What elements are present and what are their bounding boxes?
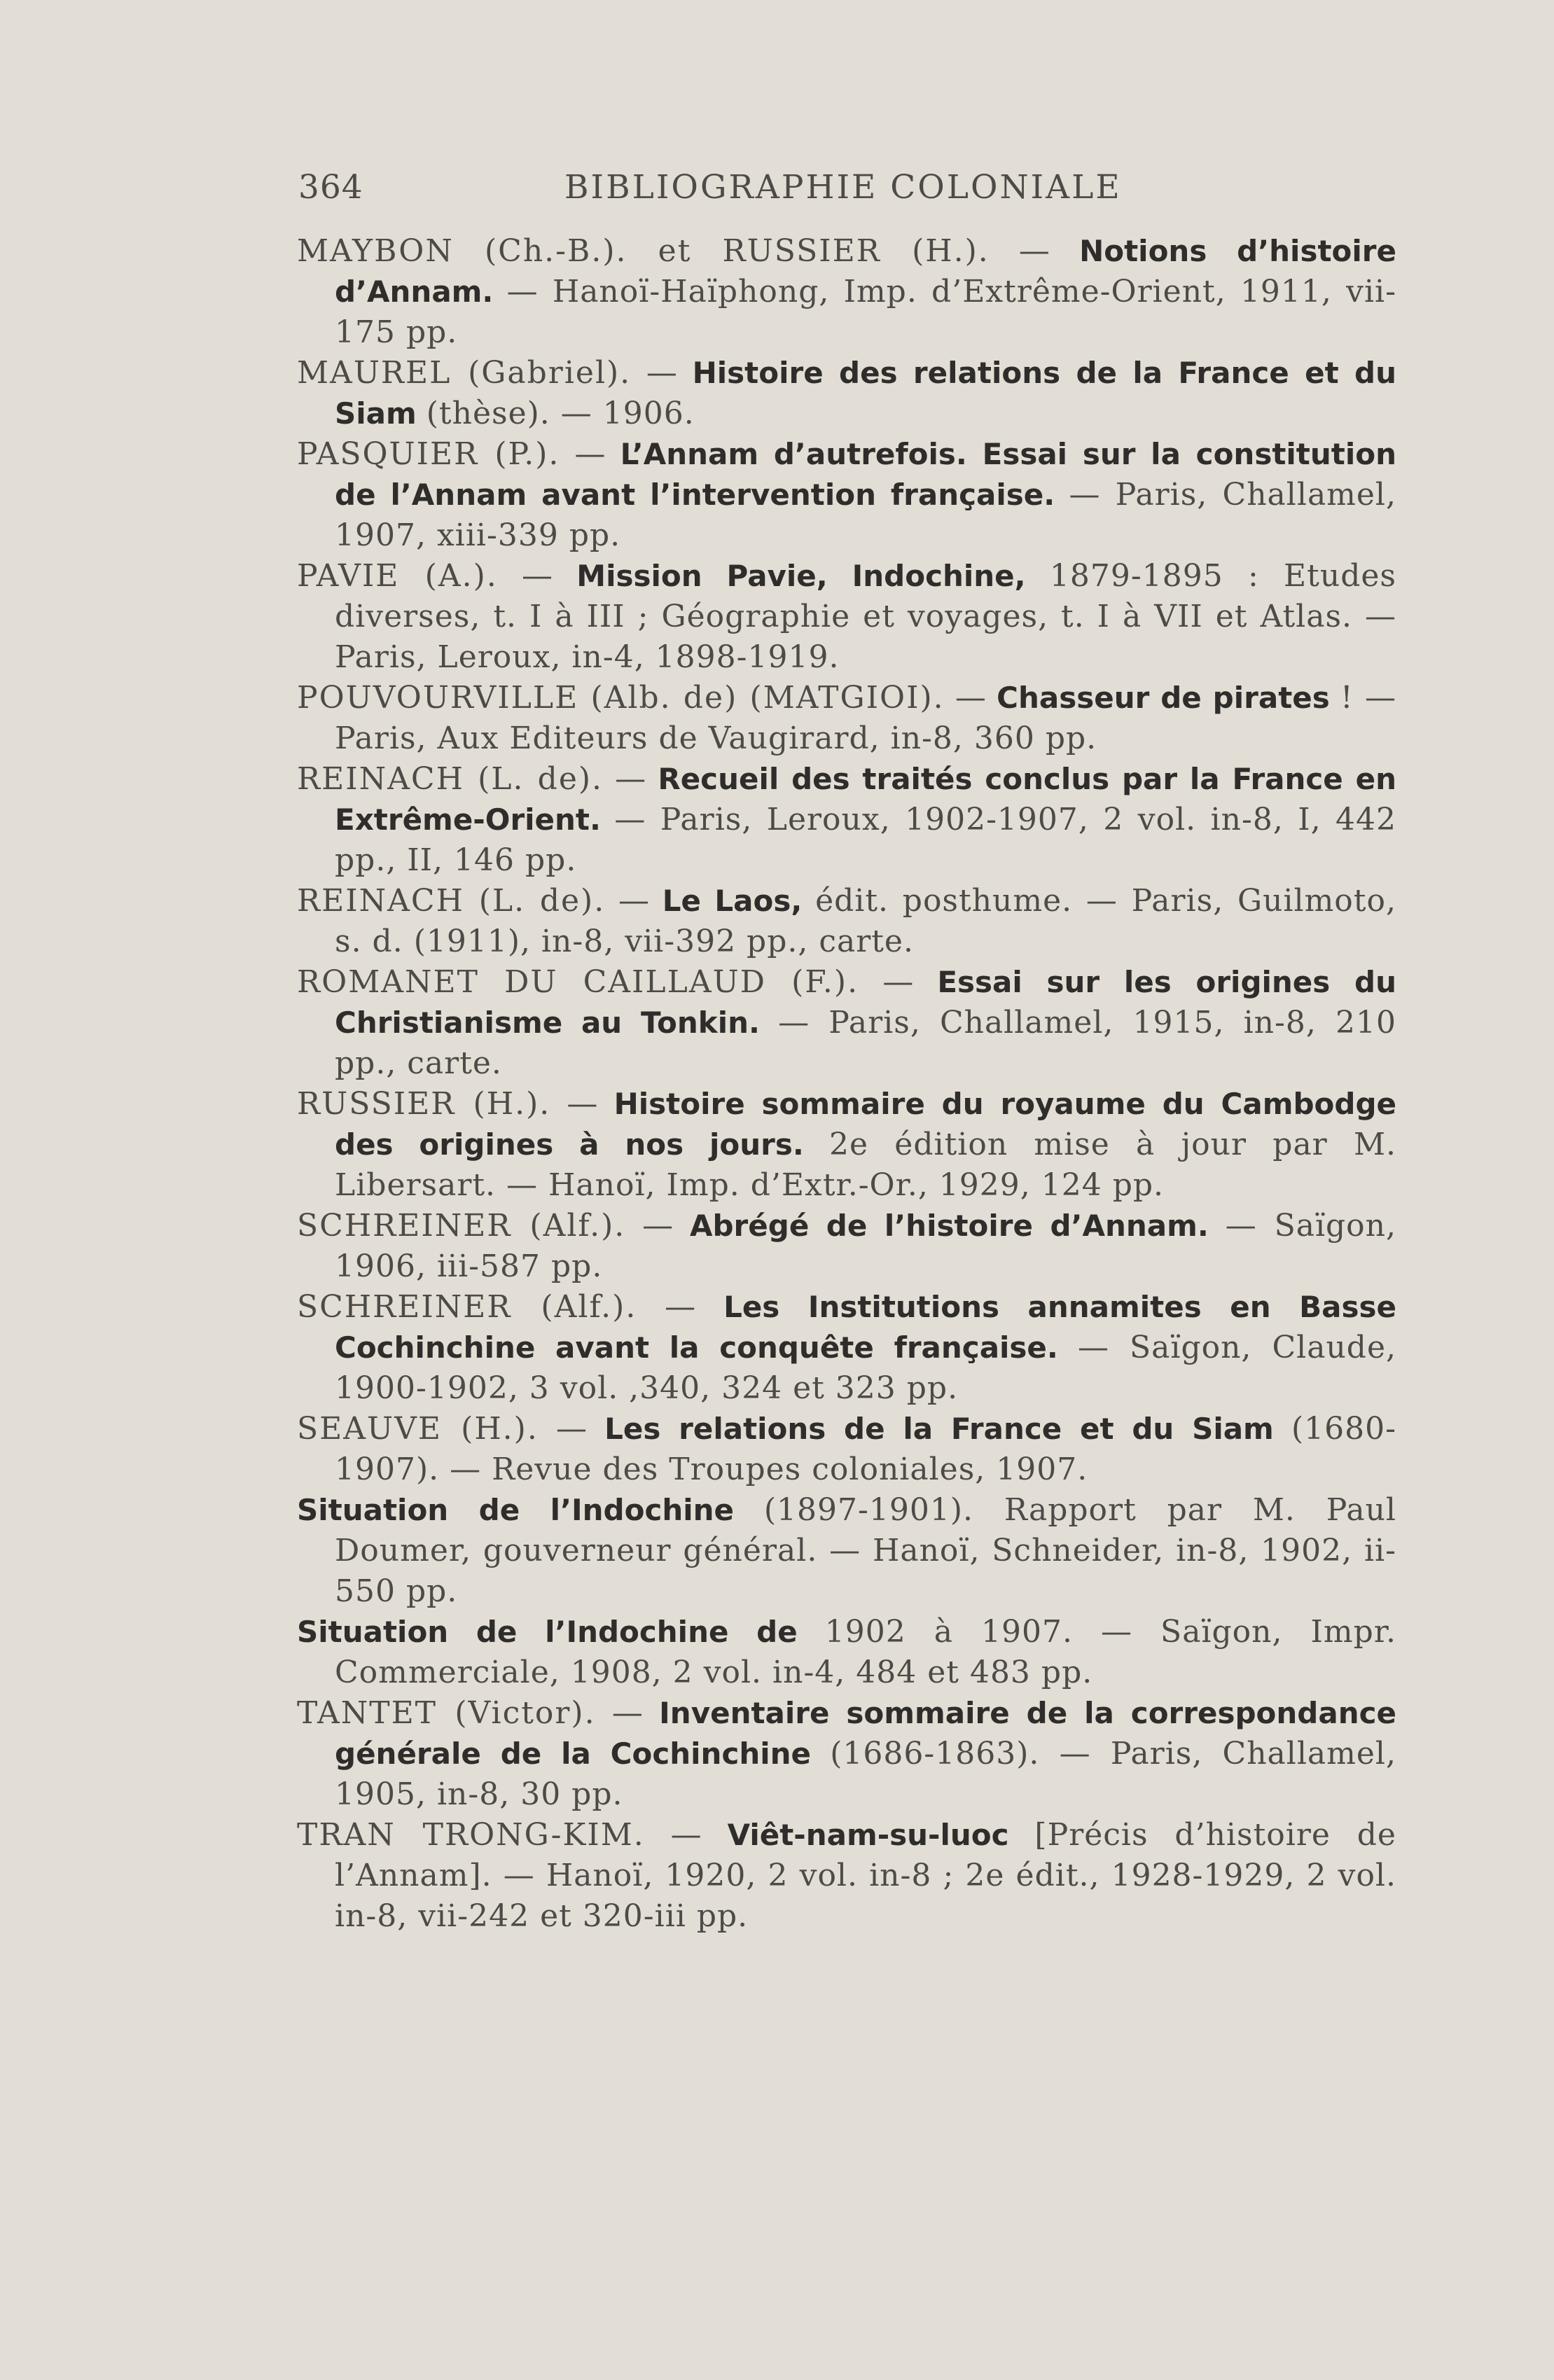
entry-title: Les Institutions annamites en Basse Cochinchine avant la conquête française. (335, 1290, 1396, 1365)
entry-imprint: — Paris, Leroux, 1902-1907, 2 vol. in-8, I, 442 pp., II, 146 pp. (335, 802, 1396, 878)
bibliography-entry (297, 1490, 1396, 1612)
entry-title: Les relations de la France et du Siam (604, 1412, 1274, 1446)
entry-author: SCHREINER (Alf.). (297, 1208, 626, 1244)
entry-title: Le Laos, (662, 884, 803, 918)
entry-author: POUVOURVILLE (Alb. de) (MATGIOI). (297, 680, 945, 716)
running-title: BIBLIOGRAPHIE COLONIALE (564, 168, 1122, 207)
bibliography-entry: REINACH (L. de). — Recueil des traités conclus par la France en Extrême-Orient. — Paris, Leroux, 1902-1907, 2 vol. in-8, I, 442 pp., II, 146 pp. (297, 761, 1396, 878)
bibliography-entry: SCHREINER (Alf.). — Les Institutions annamites en Basse Cochinchine avant la conquête française. — Saïgon, Claude, 1900-1902, 3 vol. ,340, 324 et 323 pp. (297, 1289, 1396, 1406)
entry-title: Chasseur de pirates (997, 681, 1330, 715)
entry-author: RUSSIER (H.). (297, 1086, 551, 1122)
entry-author: SEAUVE (H.). (297, 1411, 539, 1447)
bibliography-entry: PAVIE (A.). — Mission Pavie, Indochine, 1879-1895 : Etudes diverses, t. I à III ; Géographie et voyages, t. I à VII et Atlas. — Paris, Leroux, in-4, 1898-1919. (297, 558, 1396, 675)
bibliography-list (297, 231, 1396, 1937)
entry-author: TANTET (Victor). (297, 1695, 596, 1731)
bibliography-entry: SEAUVE (H.). — Les relations de la France et du Siam (1680-1907). — Revue des Troupes coloniales, 1907. (297, 1411, 1396, 1487)
entry-title: Mission Pavie, Indochine, (576, 559, 1026, 593)
entry-author: SCHREINER (Alf.). (297, 1289, 637, 1325)
bibliography-entry (297, 1612, 1396, 1693)
entry-imprint: édit. posthume. — Paris, Guilmoto, s. d. (1911), in-8, vii-392 pp., carte. (335, 883, 1396, 959)
entry-title: Viêt-nam-su-luoc (727, 1818, 1009, 1852)
entry-author: ROMANET DU CAILLAUD (F.). (297, 964, 859, 1000)
bibliography-entry: ROMANET DU CAILLAUD (F.). — Essai sur les origines du Christianisme au Tonkin. — Paris, Challamel, 1915, in-8, 210 pp., carte. (297, 964, 1396, 1081)
running-head (298, 167, 1419, 209)
entry-author: REINACH (L. de). (297, 761, 604, 797)
bibliography-entry: SCHREINER (Alf.). — Abrégé de l’histoire d’Annam. — Saïgon, 1906, iii-587 pp. (297, 1208, 1396, 1284)
entry-title: Histoire sommaire du royaume du Cambodge des origines à nos jours. (335, 1087, 1396, 1162)
bibliography-entry: REINACH (L. de). — Le Laos, édit. posthume. — Paris, Guilmoto, s. d. (1911), in-8, vii-392 pp., carte. (297, 883, 1396, 959)
entry-imprint: ! — Paris, Aux Editeurs de Vaugirard, in-8, 360 pp. (335, 680, 1396, 756)
entry-title: Inventaire sommaire de la correspondance générale de la Cochinchine (335, 1696, 1396, 1771)
entry-imprint: — Saïgon, Claude, 1900-1902, 3 vol. ,340, 324 et 323 pp. (335, 1330, 1396, 1406)
entry-author: PAVIE (A.). (297, 558, 498, 594)
entry-imprint: — Paris, Challamel, 1915, in-8, 210 pp., carte. (335, 1005, 1396, 1081)
entry-title: Recueil des traités conclus par la France en Extrême-Orient. (335, 762, 1396, 837)
entry-imprint: 1902 à 1907. — Saïgon, Impr. Commerciale, 1908, 2 vol. in-4, 484 et 483 pp. (335, 1614, 1396, 1690)
bibliography-entry: RUSSIER (H.). — Histoire sommaire du royaume du Cambodge des origines à nos jours. 2e édition mise à jour par M. Libersart. — Hanoï, Imp. d’Extr.-Or., 1929, 124 pp. (297, 1086, 1396, 1203)
entry-imprint: — Hanoï-Haïphong, Imp. d’Extrême-Orient, 1911, vii-175 pp. (335, 274, 1396, 350)
entry-imprint: [Précis d’histoire de l’Annam]. — Hanoï, 1920, 2 vol. in-8 ; 2e édit., 1928-1929, 2 vol. in-8, vii-242 et 320-iii pp. (335, 1817, 1396, 1934)
entry-author: REINACH (L. de). (297, 883, 606, 919)
bibliography-entry: TANTET (Victor). — Inventaire sommaire de la correspondance générale de la Cochinchine (1686-1863). — Paris, Challamel, 1905, in-8, 30 pp. (297, 1695, 1396, 1812)
bibliography-entry: MAUREL (Gabriel). — Histoire des relations de la France et du Siam (thèse). — 1906. (297, 355, 1396, 431)
entry-title: Situation de l’Indochine de (297, 1615, 798, 1649)
entry-imprint: 1879-1895 : Etudes diverses, t. I à III ; Géographie et voyages, t. I à VII et Atlas. — Paris, Leroux, in-4, 1898-1919. (335, 558, 1396, 675)
entry-author: TRAN TRONG-KIM. (297, 1817, 645, 1853)
bibliography-entry: TRAN TRONG-KIM. — Viêt-nam-su-luoc [Précis d’histoire de l’Annam]. — Hanoï, 1920, 2 vol. in-8 ; 2e édit., 1928-1929, 2 vol. in-8, vii-242 et 320-iii pp. (297, 1817, 1396, 1934)
entry-title: Histoire des relations de la France et du Siam (335, 356, 1396, 431)
entry-author: MAYBON (Ch.-B.). et RUSSIER (H.). (297, 233, 990, 269)
entry-title: Situation de l’Indochine (297, 1493, 735, 1527)
entry-imprint: 2e édition mise à jour par M. Libersart. — Hanoï, Imp. d’Extr.-Or., 1929, 124 pp. (335, 1127, 1396, 1203)
entry-imprint: — Paris, Challamel, 1907, xiii-339 pp. (335, 477, 1396, 553)
entry-imprint: (thèse). — 1906. (426, 396, 695, 431)
bibliography-entry: POUVOURVILLE (Alb. de) (MATGIOI). — Chasseur de pirates ! — Paris, Aux Editeurs de Vaugirard, in-8, 360 pp. (297, 680, 1396, 756)
entry-imprint: (1686-1863). — Paris, Challamel, 1905, in-8, 30 pp. (335, 1736, 1396, 1812)
entry-title: Abrégé de l’histoire d’Annam. (689, 1209, 1209, 1243)
page-number: 364 (298, 168, 363, 207)
entry-title: Notions d’histoire d’Annam. (335, 234, 1396, 309)
entry-author: MAUREL (Gabriel). (297, 355, 632, 391)
entry-imprint: — Saïgon, 1906, iii-587 pp. (335, 1208, 1396, 1284)
bibliography-entry: MAYBON (Ch.-B.). et RUSSIER (H.). — Notions d’histoire d’Annam. — Hanoï-Haïphong, Imp. d’Extrême-Orient, 1911, vii-175 pp. (297, 233, 1396, 350)
bibliography-entry: PASQUIER (P.). — L’Annam d’autrefois. Essai sur la constitution de l’Annam avant l’intervention française. — Paris, Challamel, 1907, xiii-339 pp. (297, 436, 1397, 553)
entry-title: Essai sur les origines du Christianisme au Tonkin. (335, 965, 1396, 1040)
entry-title: L’Annam d’autrefois. Essai sur la constitution de l’Annam avant l’intervention française. (335, 437, 1397, 512)
entry-author: PASQUIER (P.). (297, 436, 560, 472)
entry-imprint: (1680-1907). — Revue des Troupes coloniales, 1907. (335, 1411, 1396, 1487)
entry-imprint: (1897-1901). Rapport par M. Paul Doumer, gouverneur général. — Hanoï, Schneider, in-8, 1902, ii-550 pp. (335, 1492, 1396, 1609)
